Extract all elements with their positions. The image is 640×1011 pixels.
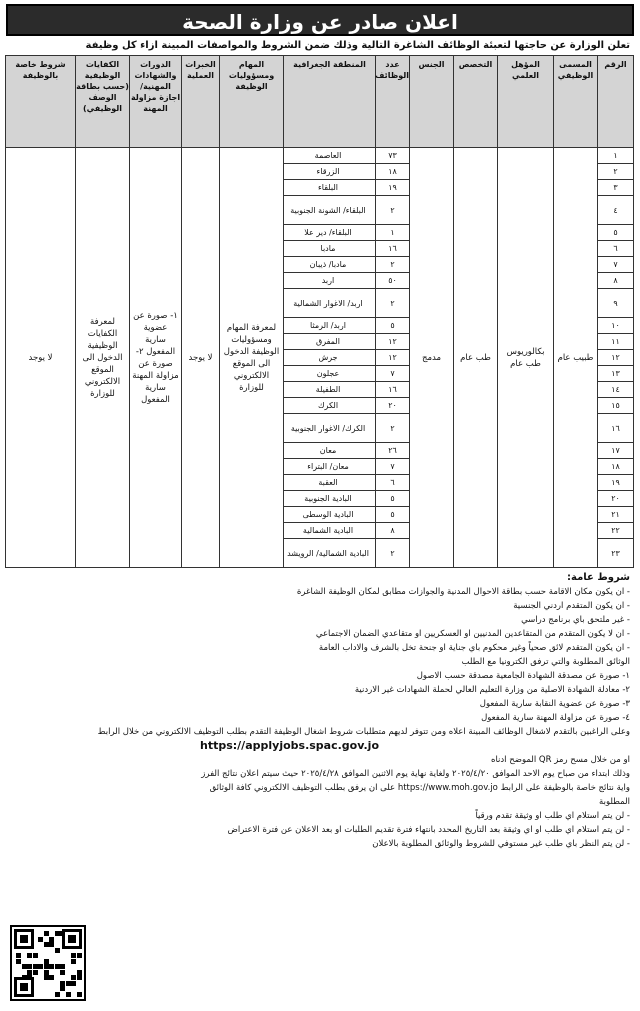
column-header: الكفايات الوظيفية (حسب بطاقة الوصف الوظيفي) — [76, 56, 130, 148]
condition-line: - غير ملتحق باي برنامج دراسي — [521, 615, 630, 625]
condition-line: ١- صورة عن مصدقة الشهادة الجامعية مصدقة حسب الاصول — [416, 671, 630, 681]
row-number: ٢ — [598, 164, 634, 180]
condition-line: - ان يكون المتقدم اردني الجنسية — [513, 601, 630, 611]
region: الطفيلة — [284, 382, 376, 398]
region: معان/ البتراء — [284, 459, 376, 475]
region: العقبة — [284, 475, 376, 491]
intro-text: تعلن الوزارة عن حاجتها لتعبئة الوظائف الشاغرة التالية وذلك ضمن الشروط والمواصفات المبينة ازاء كل وظيفة — [85, 40, 630, 51]
qr-module — [27, 975, 32, 980]
region: مادبا/ ذيبان — [284, 257, 376, 273]
column-header: الرقم — [598, 56, 634, 148]
job-count: ٢٠ — [376, 398, 410, 414]
merged-courses: ١- صورة عن عضوية سارية المفعول ٢- صورة عن مزاولة المهنة سارية المفعول — [130, 148, 182, 568]
region: مادبا — [284, 241, 376, 257]
region: البلقاء — [284, 180, 376, 196]
qr-module — [27, 970, 32, 975]
job-count: ٦ — [376, 475, 410, 491]
job-count: ٢٦ — [376, 443, 410, 459]
qr-module — [77, 953, 82, 958]
instruction-line: واية نتائج خاصة بالوظيفة على الرابط https://www.moh.gov.jo على ان يرفق بطلب التوظيف الالكتروني كافة الوثائق — [209, 783, 630, 793]
column-header: شروط خاصة بالوظيفة — [6, 56, 76, 148]
job-count: ٥ — [376, 491, 410, 507]
column-header: المنطقة الجغرافية — [284, 56, 376, 148]
qr-module — [38, 937, 43, 942]
qr-module — [77, 992, 82, 997]
merged-competencies: لمعرفة الكفايات الوظيفية الدخول الى الموقع الالكتروني للوزارة — [76, 148, 130, 568]
instruction-line: - لن يتم استلام اي طلب او اي وثيقة بعد التاريخ المحدد بانتهاء فترة تقديم الطلبات او بعد الاعلان عن فترة الاعتراض — [227, 825, 630, 835]
merged-specialty: طب عام — [454, 148, 498, 568]
merged-job-title: طبيب عام — [554, 148, 598, 568]
row-number: ٢٢ — [598, 523, 634, 539]
qr-module — [55, 931, 60, 936]
row-number: ١٥ — [598, 398, 634, 414]
qr-module — [60, 981, 65, 986]
qr-module — [77, 975, 82, 980]
merged-special: لا يوجد — [6, 148, 76, 568]
qr-module — [49, 964, 54, 969]
qr-module — [77, 970, 82, 975]
qr-module — [44, 959, 49, 964]
qr-module — [71, 975, 76, 980]
qr-module — [49, 942, 54, 947]
row-number: ١٨ — [598, 459, 634, 475]
qr-module — [49, 937, 54, 942]
row-number: ٨ — [598, 273, 634, 289]
row-number: ١ — [598, 148, 634, 164]
qr-module — [60, 970, 65, 975]
conditions-list — [10, 585, 630, 739]
qr-module — [60, 931, 65, 936]
job-count: ٧ — [376, 366, 410, 382]
row-number: ١٧ — [598, 443, 634, 459]
condition-line: - ان يكون مكان الاقامة حسب بطاقة الاحوال المدنية والجوازات مطابق لمكان الوظيفة الشاغرة — [296, 587, 630, 597]
region: الكرك — [284, 398, 376, 414]
row-number: ٩ — [598, 289, 634, 318]
table-body — [6, 148, 634, 568]
general-conditions — [6, 568, 634, 854]
row-number: ٥ — [598, 225, 634, 241]
qr-module — [22, 975, 27, 980]
region: الزرقاء — [284, 164, 376, 180]
row-number: ١٣ — [598, 366, 634, 382]
region: معان — [284, 443, 376, 459]
qr-module — [71, 981, 76, 986]
region: البلقاء/ الشونة الجنوبية — [284, 196, 376, 225]
qr-module — [44, 970, 49, 975]
qr-module — [27, 964, 32, 969]
qr-module — [27, 953, 32, 958]
qr-module — [33, 953, 38, 958]
row-number: ٦ — [598, 241, 634, 257]
qr-module — [71, 959, 76, 964]
row-number: ٧ — [598, 257, 634, 273]
instruction-line: وذلك ابتداء من صباح يوم الاحد الموافق ٢٠٢٥/٤/٢٠ ولغاية نهاية يوم الاثنين الموافق ٢٠٢٥/٤/٢٨ حيث سيتم اعلان نتائج الفرز — [201, 769, 630, 779]
qr-module — [60, 964, 65, 969]
region: المفرق — [284, 334, 376, 350]
row-number: ٢٣ — [598, 539, 634, 568]
merged-duties: لمعرفة المهام ومسؤوليات الوظيفة الدخول الى الموقع الالكتروني للوزارة — [220, 148, 284, 568]
qr-module — [55, 948, 60, 953]
region: البلقاء/ دير علا — [284, 225, 376, 241]
qr-module — [55, 964, 60, 969]
apply-link[interactable]: https://applyjobs.spac.gov.jo — [200, 739, 379, 752]
qr-module — [44, 931, 49, 936]
job-count: ٢ — [376, 257, 410, 273]
job-count: ١٨ — [376, 164, 410, 180]
conditions-title: شروط عامة: — [567, 572, 630, 583]
qr-finder — [68, 935, 76, 943]
qr-finder — [20, 935, 28, 943]
job-count: ٧ — [376, 459, 410, 475]
job-count: ٥ — [376, 507, 410, 523]
job-count: ١٦ — [376, 382, 410, 398]
row-number: ٤ — [598, 196, 634, 225]
column-header: المؤهل العلمي — [498, 56, 554, 148]
column-header: الخبرات العملية — [182, 56, 220, 148]
qr-module — [33, 964, 38, 969]
job-count: ٢ — [376, 414, 410, 443]
page-title: اعلان صادر عن وزارة الصحة — [6, 4, 634, 36]
region: اربد/ الاغوار الشمالية — [284, 289, 376, 318]
condition-line: ٤- صورة عن مزاولة المهنة سارية المفعول — [481, 713, 630, 723]
region: جرش — [284, 350, 376, 366]
jobs-table — [5, 55, 634, 568]
qr-finder — [20, 983, 28, 991]
qr-module — [55, 992, 60, 997]
column-header: التخصص — [454, 56, 498, 148]
condition-line: ٢- معادلة الشهادة الاصلية من وزارة التعليم العالي لحملة الشهادات غير الاردنية — [354, 685, 630, 695]
qr-module — [44, 964, 49, 969]
job-count: ٨ — [376, 523, 410, 539]
column-header: الدورات والشهادات المهنية/ اجازة مزاولة المهنة — [130, 56, 182, 148]
table-header-row — [6, 56, 634, 148]
row-number: ١١ — [598, 334, 634, 350]
region: البادية الوسطى — [284, 507, 376, 523]
instruction-line: المطلوبة — [599, 797, 630, 807]
column-header: المسمى الوظيفي — [554, 56, 598, 148]
region: عجلون — [284, 366, 376, 382]
qr-module — [44, 975, 49, 980]
merged-experience: لا يوجد — [182, 148, 220, 568]
column-header: المهام ومسؤوليات الوظيفة — [220, 56, 284, 148]
application-instructions — [10, 753, 630, 851]
region: البادية الشمالية — [284, 523, 376, 539]
job-count: ٢ — [376, 289, 410, 318]
job-count: ٥٠ — [376, 273, 410, 289]
instruction-line: - لن يتم النظر باي طلب غير مستوفي للشروط والوثائق المطلوبة بالاعلان — [372, 839, 630, 849]
job-count: ٧٣ — [376, 148, 410, 164]
region: العاصمة — [284, 148, 376, 164]
qr-module — [71, 953, 76, 958]
region: البادية الجنوبية — [284, 491, 376, 507]
instruction-line: - لن يتم استلام اي طلب او وثيقة تقدم ورقياً — [475, 811, 630, 821]
region: اربد — [284, 273, 376, 289]
row-number: ٣ — [598, 180, 634, 196]
qr-module — [22, 964, 27, 969]
qr-module — [33, 970, 38, 975]
job-count: ٢ — [376, 196, 410, 225]
job-count: ٥ — [376, 318, 410, 334]
qr-module — [60, 986, 65, 991]
job-count: ١٩ — [376, 180, 410, 196]
qr-module — [38, 964, 43, 969]
region: الكرك/ الاغوار الجنوبية — [284, 414, 376, 443]
row-number: ١٦ — [598, 414, 634, 443]
job-count: ١٢ — [376, 350, 410, 366]
row-number: ١٠ — [598, 318, 634, 334]
job-count: ١٦ — [376, 241, 410, 257]
qr-module — [16, 953, 21, 958]
column-header: عدد الوظائف — [376, 56, 410, 148]
job-count: ١٢ — [376, 334, 410, 350]
job-count: ١ — [376, 225, 410, 241]
row-number: ٢١ — [598, 507, 634, 523]
row-number: ٢٠ — [598, 491, 634, 507]
condition-line: - ان يكون المتقدم لائق صحياً وغير محكوم باي جناية او جنحة تخل بالشرف والاداب العامة — [318, 643, 630, 653]
row-number: ١٢ — [598, 350, 634, 366]
region: اربد/ الرمثا — [284, 318, 376, 334]
merged-gender: مدمج — [410, 148, 454, 568]
row-number: ١٩ — [598, 475, 634, 491]
qr-module — [66, 981, 71, 986]
instruction-line: او من خلال مسح رمز QR الموضح ادناه — [490, 755, 630, 765]
qr-module — [49, 975, 54, 980]
condition-line: وعلى الراغبين بالتقدم لاشغال الوظائف المبينة اعلاه ومن تتوفر لديهم متطلبات شروط اشغال الوظيفة التقدم بطلب التوظيف الالكتروني من خلال الرابط — [97, 727, 630, 737]
qr-module — [66, 992, 71, 997]
condition-line: الوثائق المطلوبة والتي ترفق الكترونيا مع الطلب — [461, 657, 630, 667]
condition-line: ٣- صورة عن عضوية النقابة سارية المفعول — [479, 699, 630, 709]
column-header: الجنس — [410, 56, 454, 148]
merged-qualification: بكالوريوس طب عام — [498, 148, 554, 568]
condition-line: - ان لا يكون المتقدم من المتقاعدين المدنيين او العسكريين او متقاعدي الضمان الاجتماعي — [315, 629, 630, 639]
qr-module — [44, 942, 49, 947]
region: البادية الشمالية/ الرويشد — [284, 539, 376, 568]
qr-code-icon[interactable] — [10, 925, 86, 1001]
job-count: ٢ — [376, 539, 410, 568]
row-number: ١٤ — [598, 382, 634, 398]
qr-module — [16, 959, 21, 964]
table-row — [6, 148, 634, 164]
